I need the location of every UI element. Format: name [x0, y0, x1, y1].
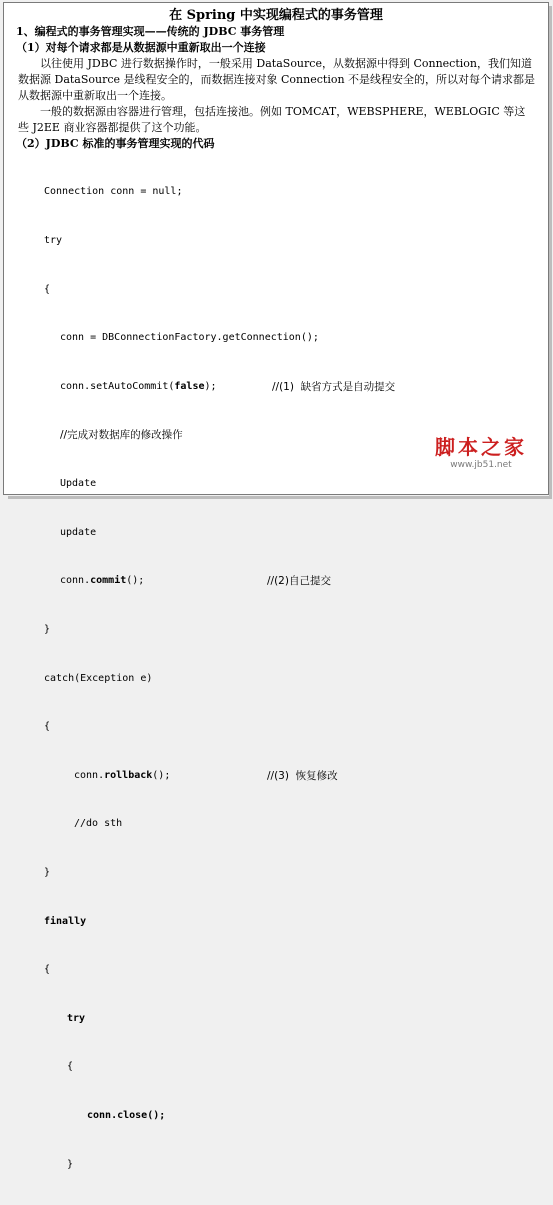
- code-token: conn.: [60, 575, 91, 587]
- code-line-do-sth: //do sth: [74, 818, 123, 830]
- document-page: [3, 2, 549, 1170]
- code-line-declare: Connection conn = null;: [44, 186, 183, 198]
- code-keyword-commit: commit: [90, 575, 127, 587]
- code-line-rollback: [4, 768, 548, 784]
- code-line-close-connection: [4, 1108, 548, 1124]
- code-keyword-try: try: [67, 1012, 86, 1024]
- site-watermark: [416, 435, 546, 471]
- code-line-update-1: Update: [60, 478, 97, 490]
- document-title: 在 Spring 中实现编程式的事务管理: [169, 8, 383, 23]
- code-line-close-brace: }: [44, 623, 51, 635]
- code-line-commit: [4, 573, 548, 589]
- code-line-set-autocommit: [4, 379, 548, 395]
- code-line-open-brace: {: [67, 1061, 74, 1073]
- code-comment-2: //(2)自己提交: [267, 575, 331, 588]
- code-line-try: try: [44, 235, 63, 247]
- code-token: conn.: [74, 769, 105, 781]
- code-line-update-2: update: [60, 526, 97, 538]
- watermark-logo-text: 脚本之家: [435, 435, 527, 459]
- subsection-heading-2: （2）JDBC 标准的事务管理实现的代码: [16, 137, 215, 150]
- code-keyword-close: conn.close();: [87, 1109, 166, 1121]
- code-token: ();: [126, 575, 145, 587]
- watermark-url: www.jb51.net: [450, 460, 512, 470]
- code-token: conn.setAutoCommit(: [60, 380, 175, 392]
- code-block: [4, 152, 548, 1205]
- code-comment-1: //(1) 缺省方式是自动提交: [272, 380, 396, 393]
- code-keyword-rollback: rollback: [104, 769, 153, 781]
- code-token: ();: [152, 769, 171, 781]
- page-shadow-right: [549, 6, 552, 499]
- paragraph-container: 一般的数据源由容器进行管理，包括连接池。例如 TOMCAT，WEBSPHERE，WEBLOGIC 等这些 J2EE 商业容器都提供了这个功能。: [18, 105, 526, 134]
- code-line-try-inner: [4, 1011, 548, 1027]
- paragraph-datasource: 以往使用 JDBC 进行数据操作时，一般采用 DataSource，从数据源中得到 Connection，我们知道数据源 DataSource 是线程安全的，而数据连接对象 Connection 不是线程安全的，所以对每个请求都是从数据源中重新取出一个连接。: [18, 57, 536, 102]
- code-keyword-false: false: [174, 380, 205, 392]
- code-line-open-brace: {: [44, 964, 51, 976]
- code-line-open-brace: {: [44, 283, 51, 295]
- code-line-finally: [4, 914, 548, 930]
- code-keyword-finally: finally: [44, 915, 87, 927]
- code-line-catch: catch(Exception e): [44, 672, 153, 684]
- code-line-comment-modify: //完成对数据库的修改操作: [60, 429, 183, 442]
- code-line-get-connection: conn = DBConnectionFactory.getConnection();: [60, 332, 319, 344]
- code-line-close-brace: }: [44, 866, 51, 878]
- code-line-open-brace: {: [44, 721, 51, 733]
- section-heading-1: 1、编程式的事务管理实现——传统的 JDBC 事务管理: [16, 25, 285, 38]
- code-line-close-brace: }: [67, 1158, 74, 1170]
- code-comment-3: //(3) 恢复修改: [267, 769, 338, 782]
- subsection-heading-1: （1）对每个请求都是从数据源中重新取出一个连接: [16, 41, 266, 54]
- code-token: );: [204, 380, 217, 392]
